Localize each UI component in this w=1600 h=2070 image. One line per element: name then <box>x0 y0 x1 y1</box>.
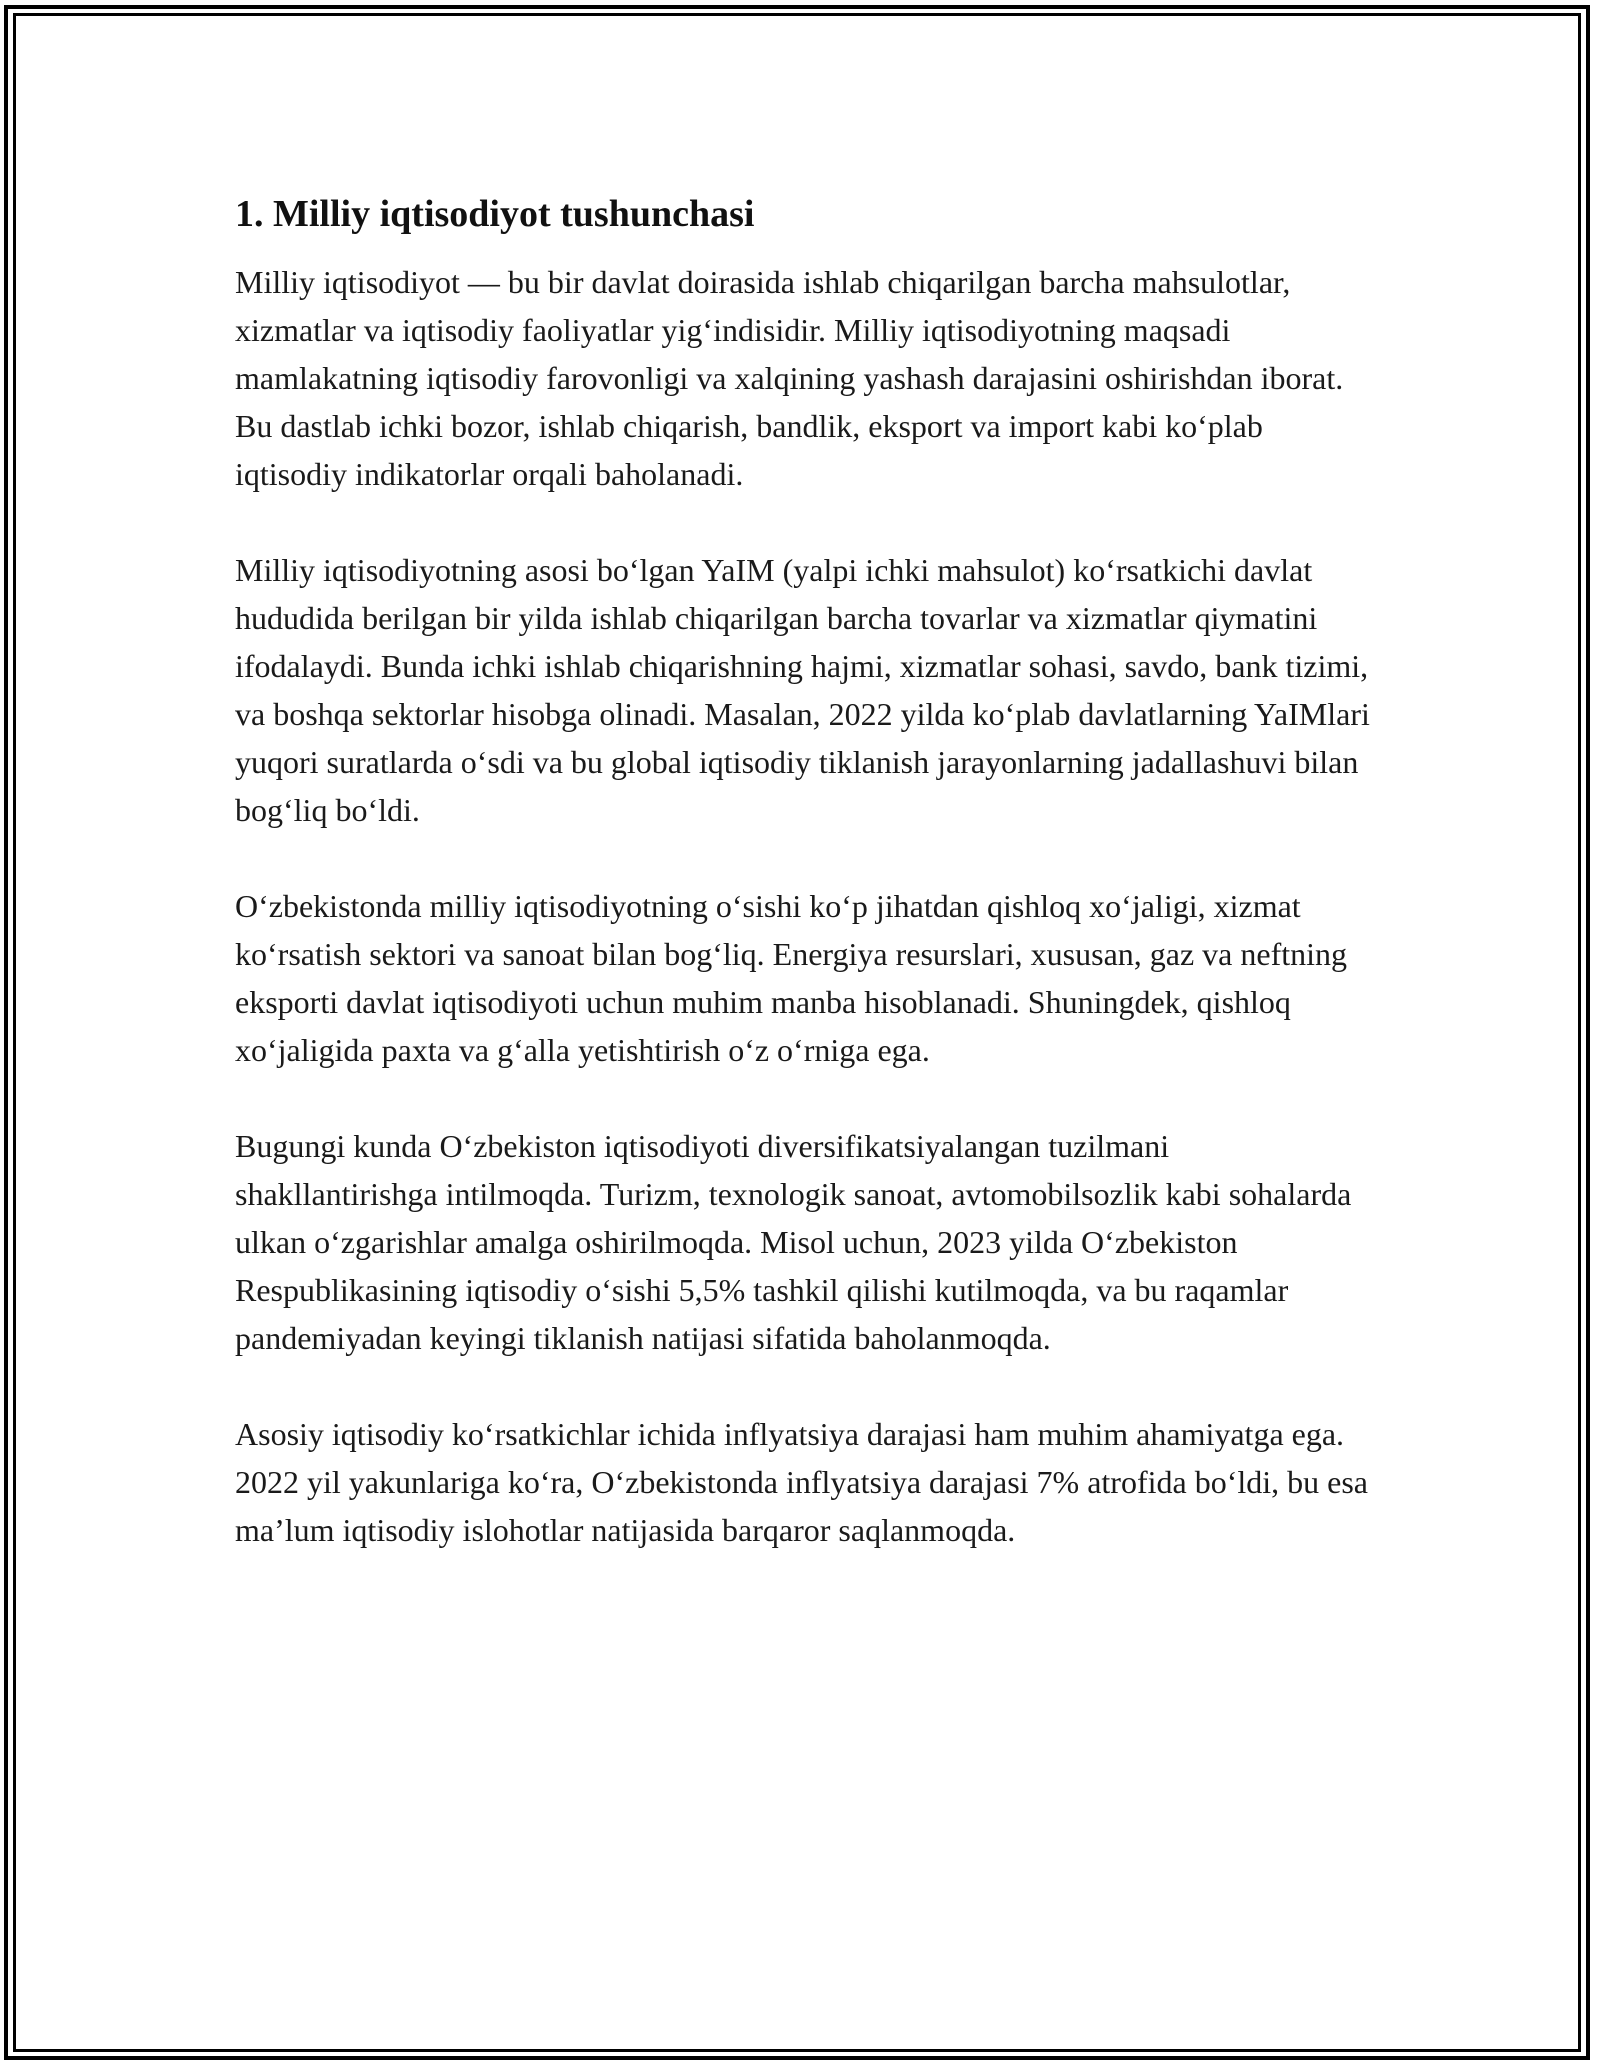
paragraph-definition: Milliy iqtisodiyot — bu bir davlat doirasida ishlab chiqarilgan barcha mahsulotlar, xizmatlar va iqtisodiy faoliyatlar yig‘indisidir. Milliy iqtisodiyotning maqsadi mamlakatning iqtisodiy farovonligi va xalqining yashash darajasini oshirishdan iborat. Bu dastlab ichki bozor, ishlab chiqarish, bandlik, eksport va import kabi ko‘plab iqtisodiy indikatorlar orqali baholanadi. <box>235 264 1344 492</box>
paragraph-gdp: Milliy iqtisodiyotning asosi bo‘lgan YaIM (yalpi ichki mahsulot) ko‘rsatkichi davlat hududida berilgan bir yilda ishlab chiqarilgan barcha tovarlar va xizmatlar qiymatini ifodalaydi. Bunda ichki ishlab chiqarishning hajmi, xizmatlar sohasi, savdo, bank tizimi, va boshqa sektorlar hisobga olinadi. Masalan, 2022 yilda ko‘plab davlatlarning YaIMlari yuqori suratlarda o‘sdi va bu global iqtisodiy tiklanish jarayonlarning jadallashuvi bilan bog‘liq bo‘ldi. <box>235 552 1370 828</box>
paragraph-diversification: Bugungi kunda O‘zbekiston iqtisodiyoti diversifikatsiyalangan tuzilmani shakllantirishga intilmoqda. Turizm, texnologik sanoat, avtomobilsozlik kabi sohalarda ulkan o‘zgarishlar amalga oshirilmoqda. Misol uchun, 2023 yilda O‘zbekiston Respublikasining iqtisodiy o‘sishi 5,5% tashkil qilishi kutilmoqda, va bu raqamlar pandemiyadan keyingi tiklanish natijasi sifatida baholanmoqda. <box>235 1128 1352 1356</box>
document-body <box>235 186 1375 1602</box>
section-heading: 1. Milliy iqtisodiyot tushunchasi <box>235 193 755 235</box>
paragraph-uzbekistan-growth: O‘zbekistonda milliy iqtisodiyotning o‘sishi ko‘p jihatdan qishloq xo‘jaligi, xizmat ko‘rsatish sektori va sanoat bilan bog‘liq. Energiya resurslari, xususan, gaz va neftning eksporti davlat iqtisodiyoti uchun muhim manba hisoblanadi. Shuningdek, qishloq xo‘jaligida paxta va g‘alla yetishtirish o‘z o‘rniga ega. <box>235 888 1348 1068</box>
paragraph-inflation: Asosiy iqtisodiy ko‘rsatkichlar ichida inflyatsiya darajasi ham muhim ahamiyatga ega. 2022 yil yakunlariga ko‘ra, O‘zbekistonda inflyatsiya darajasi 7% atrofida bo‘ldi, bu esa ma’lum iqtisodiy islohotlar natijasida barqaror saqlanmoqda. <box>235 1416 1368 1548</box>
